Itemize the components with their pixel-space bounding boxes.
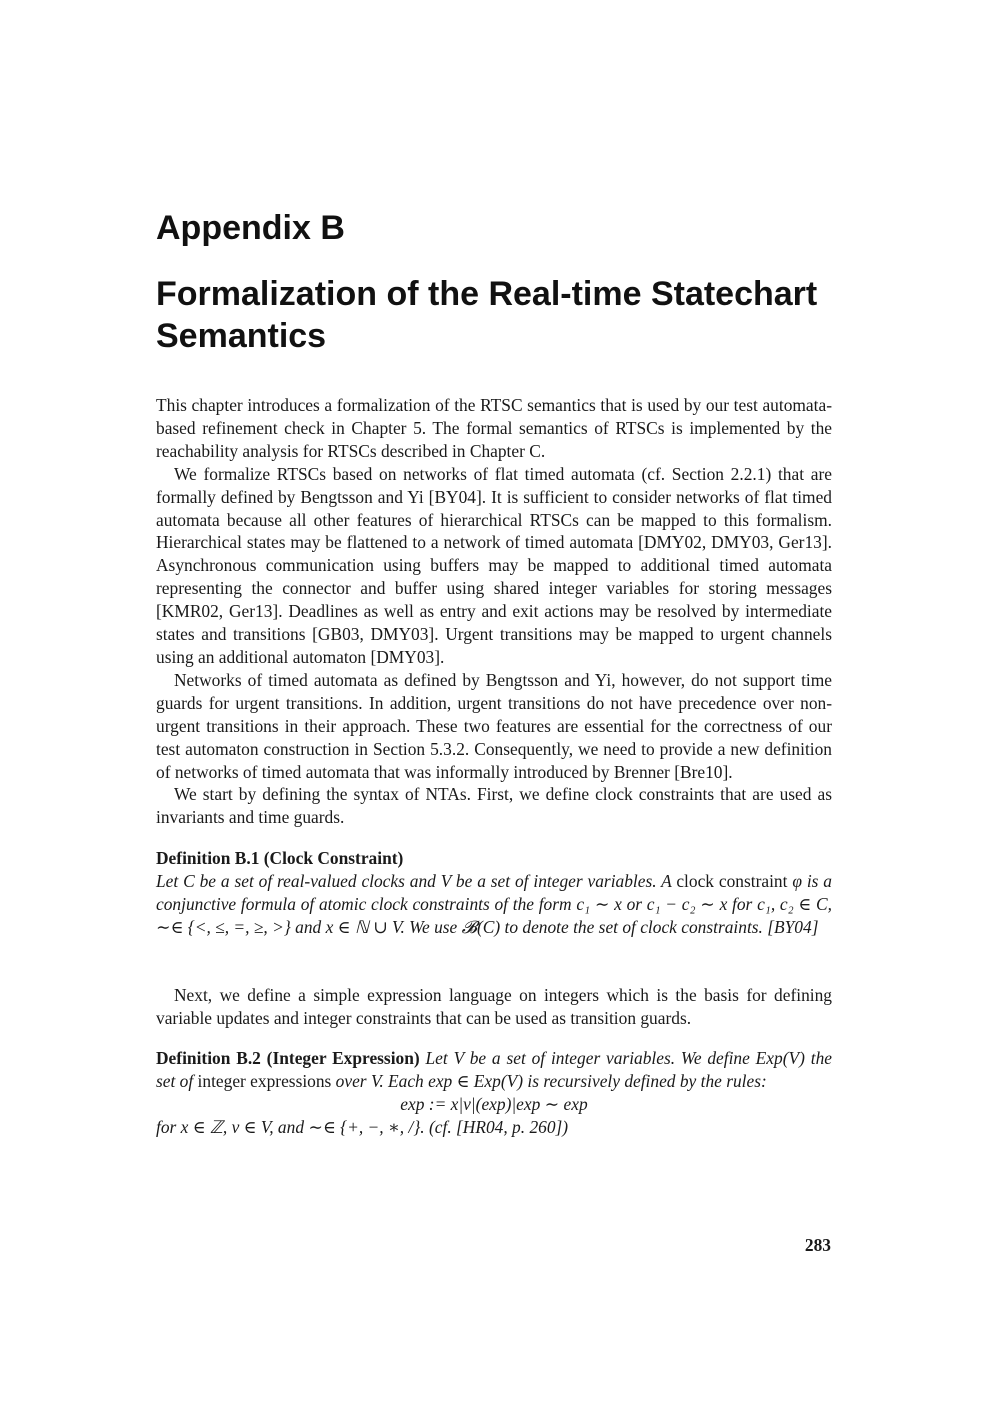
math-symbol: V [453, 1048, 464, 1068]
def-text: be a set of integer variables. We define [463, 1048, 756, 1068]
definition-body [156, 870, 832, 939]
defined-term: clock constraint [676, 870, 788, 891]
appendix-label: Appendix B [156, 209, 345, 247]
def-text: and [290, 916, 326, 937]
intro-paragraph-3: Networks of timed automata as defined by Bengtsson and Yi, however, do not support time guards for urgent transitions. In addition, urgent transitions do not have precedence over non-urgent transitions in their approach. These two features are essential for the correctness of our test automaton construction in Section 5.3.2. Consequently, we need to provide a new definition of networks of timed automata that was informally introduced by Brenner [Bre10]. [156, 669, 832, 782]
math-formula: Exp(V) [755, 1048, 805, 1068]
definition-heading: Definition B.1 (Clock Constraint) [156, 848, 404, 868]
intro-section [156, 394, 832, 829]
def-text: the set of [156, 1048, 832, 1091]
def-text: for [727, 893, 758, 914]
def-text: over [331, 1070, 371, 1091]
def-text: Let [419, 1048, 454, 1068]
math-formula: c₁ ∼ x [576, 893, 622, 914]
definition-integer-expression [156, 1047, 832, 1139]
defined-term: integer expressions [197, 1070, 332, 1091]
def-text: Let [156, 870, 184, 891]
next-section [156, 984, 832, 1030]
next-paragraph: Next, we define a simple expression language on integers which is the basis for defining variable updates and integer constraints that can be used as transition guards. [156, 985, 832, 1028]
intro-paragraph-1: This chapter introduces a formalization of the RTSC semantics that is used by our test automata-based refinement check in Chapter 5. The formal semantics of RTSCs is implemented by the reachability analysis for RTSCs described in Chapter C. [156, 395, 832, 461]
display-formula: exp := x|v|(exp)|exp ∼ exp [400, 1093, 588, 1114]
math-formula: c₁ − c₂ ∼ x [646, 893, 728, 914]
math-symbol: φ [787, 870, 802, 891]
chapter-title: Formalization of the Real-time Statechart Semantics [156, 275, 818, 355]
intro-paragraph-2: We formalize RTSCs based on networks of flat timed automata (cf. Section 2.2.1) that are formally defined by Bengtsson and Yi [BY04]. It is sufficient to consider networks of flat timed automata because all other features of hierarchical RTSCs can be mapped to this formalism. Hierarchical states may be flattened to a network of timed automata [DMY02, DMY03, Ger13]. Asynchronous communication using buffers may be mapped to additional timed automata representing the connector and buffer using shared integer variables for storing messages [KMR02, Ger13]. Deadlines as well as entry and exit actions may be resolved by intermediate states and transitions [GB03, DMY03]. Urgent transitions may be mapped to urgent channels using an additional automaton [DMY03]. [156, 463, 832, 667]
def-text: be a set of integer variables. A [451, 870, 677, 891]
def-text: or [621, 893, 647, 914]
def-text: . We use [400, 916, 462, 937]
math-symbol: V [440, 870, 452, 891]
def-text: to denote the set of clock constraints. [BY04] [500, 916, 819, 937]
definition-clock-constraint [156, 847, 832, 939]
math-formula: exp ∈ Exp(V) [428, 1070, 524, 1091]
def-text: is recursively defined by the rules: [523, 1070, 767, 1091]
math-formula: 𝓑(C) [461, 916, 501, 937]
def-text: be a set of real-valued clocks and [194, 870, 441, 891]
intro-paragraph-4: We start by defining the syntax of NTAs. First, we define clock constraints that are used as invariants and time guards. [156, 784, 832, 828]
math-symbol: V [370, 1070, 380, 1091]
page-number: 283 [804, 1235, 831, 1255]
math-formula: x ∈ ℕ ∪ V [325, 916, 401, 937]
def-text: . Each [379, 1070, 429, 1091]
definition-heading: Definition B.2 (Integer Expression) [156, 1048, 420, 1068]
math-formula: c₁, c₂ ∈ C, ∼∈ {<, ≤, =, ≥, >} [156, 893, 832, 937]
definition-body [156, 1047, 832, 1093]
definition-tail: for x ∈ ℤ, v ∈ V, and ∼∈ {+, −, ∗, /}. (cf. [HR04, p. 260]) [156, 1116, 569, 1137]
def-text: is a conjunctive formula of atomic clock constraints of the form [156, 870, 832, 914]
math-symbol: C [183, 870, 195, 891]
